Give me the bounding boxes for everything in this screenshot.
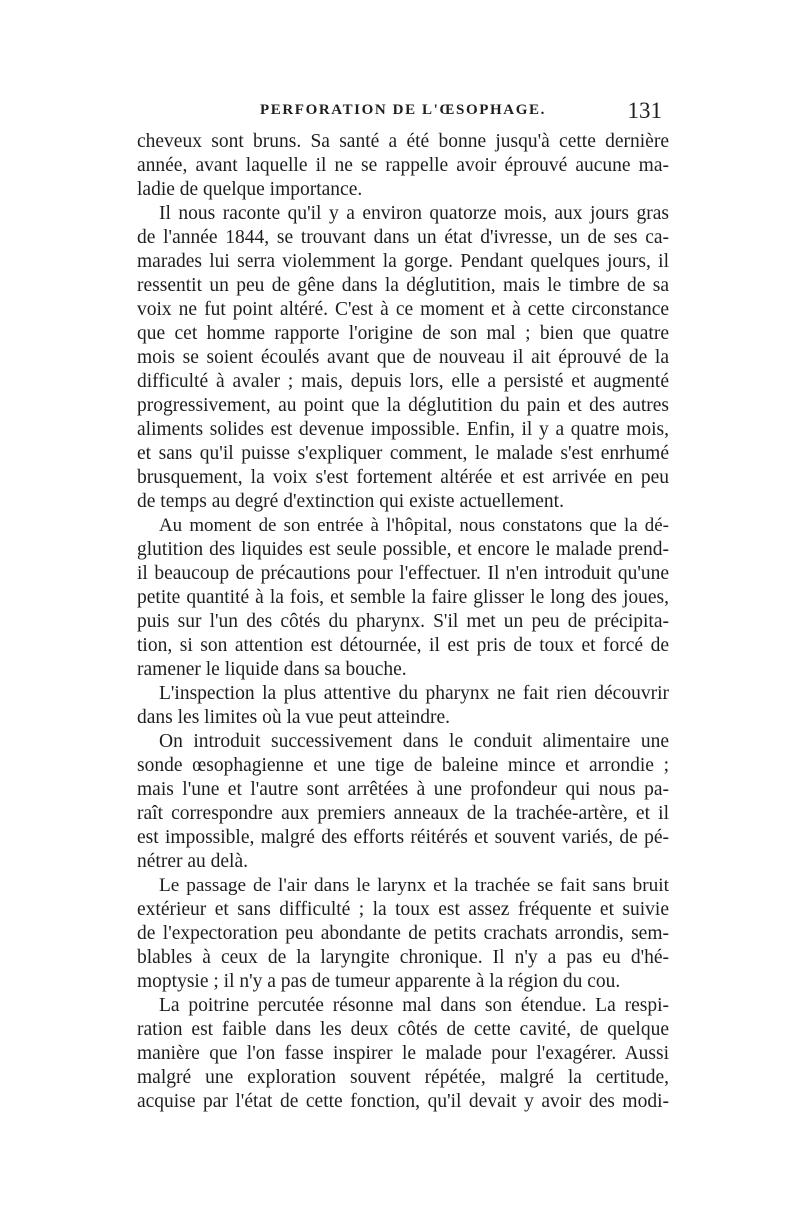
running-title: PERFORATION DE L'ŒSOPHAGE. <box>260 102 546 118</box>
page-number: 131 <box>627 98 662 123</box>
text-line: La poitrine percutée résonne mal dans son étendue. La respi- <box>159 995 669 1016</box>
running-head <box>138 98 670 128</box>
text-line: de temps au degré d'extinction qui existe actuellement. <box>137 491 564 512</box>
text-line: ration est faible dans les deux côtés de cette cavité, de quelque <box>137 1019 669 1040</box>
text-line: de l'année 1844, se trouvant dans un état d'ivresse, un de ses ca- <box>137 227 669 248</box>
body-text <box>137 130 669 1114</box>
text-line: mais l'une et l'autre sont arrêtées à une profondeur qui nous pa- <box>137 779 669 800</box>
text-line: de l'expectoration peu abondante de petits crachats arrondis, sem- <box>137 923 669 944</box>
text-line: L'inspection la plus attentive du pharynx ne fait rien découvrir <box>159 683 669 704</box>
text-line: acquise par l'état de cette fonction, qu'il devait y avoir des modi- <box>137 1091 669 1112</box>
text-line: année, avant laquelle il ne se rappelle avoir éprouvé aucune ma- <box>137 155 669 176</box>
text-line: manière que l'on fasse inspirer le malade pour l'exagérer. Aussi <box>137 1043 669 1064</box>
text-line: progressivement, au point que la déglutition du pain et des autres <box>137 395 669 416</box>
text-line: marades lui serra violemment la gorge. Pendant quelques jours, il <box>137 251 669 272</box>
text-line: Il nous raconte qu'il y a environ quatorze mois, aux jours gras <box>159 203 669 224</box>
text-line: extérieur et sans difficulté ; la toux est assez fréquente et suivie <box>137 899 669 920</box>
text-line: ramener le liquide dans sa bouche. <box>137 659 407 680</box>
text-line: Au moment de son entrée à l'hôpital, nous constatons que la dé- <box>159 515 669 536</box>
text-line: dans les limites où la vue peut atteindre. <box>137 707 450 728</box>
text-line: il beaucoup de précautions pour l'effectuer. Il n'en introduit qu'une <box>137 563 669 584</box>
text-line: mois se soient écoulés avant que de nouveau il ait éprouvé de la <box>137 347 669 368</box>
text-line: sonde œsophagienne et une tige de baleine mince et arrondie ; <box>137 755 669 776</box>
text-line: et sans qu'il puisse s'expliquer comment, le malade s'est enrhumé <box>137 443 669 464</box>
text-line: glutition des liquides est seule possible, et encore le malade prend- <box>137 539 669 560</box>
text-line: ressentit un peu de gêne dans la déglutition, mais le timbre de sa <box>137 275 669 296</box>
text-line: aliments solides est devenue impossible. Enfin, il y a quatre mois, <box>137 419 669 440</box>
text-line: blables à ceux de la laryngite chronique. Il n'y a pas eu d'hé- <box>137 947 669 968</box>
text-line: ladie de quelque importance. <box>137 179 363 200</box>
text-line: malgré une exploration souvent répétée, malgré la certitude, <box>137 1067 669 1088</box>
text-line: difficulté à avaler ; mais, depuis lors, elle a persisté et augmenté <box>137 371 669 392</box>
text-line: cheveux sont bruns. Sa santé a été bonne jusqu'à cette dernière <box>137 131 669 152</box>
text-line: Le passage de l'air dans le larynx et la trachée se fait sans bruit <box>159 875 669 896</box>
text-line: que cet homme rapporte l'origine de son mal ; bien que quatre <box>137 323 669 344</box>
text-line: moptysie ; il n'y a pas de tumeur apparente à la région du cou. <box>137 971 621 992</box>
text-line: raît correspondre aux premiers anneaux de la trachée-artère, et il <box>137 803 669 824</box>
text-line: On introduit successivement dans le conduit alimentaire une <box>159 731 669 752</box>
text-line: est impossible, malgré des efforts réitérés et souvent variés, de pé- <box>137 827 669 848</box>
text-line: puis sur l'un des côtés du pharynx. S'il met un peu de précipita- <box>137 611 669 632</box>
text-line: voix ne fut point altéré. C'est à ce moment et à cette circonstance <box>137 299 669 320</box>
text-line: tion, si son attention est détournée, il est pris de toux et forcé de <box>137 635 669 656</box>
text-line: petite quantité à la fois, et semble la faire glisser le long des joues, <box>137 587 669 608</box>
text-line: brusquement, la voix s'est fortement altérée et est arrivée en peu <box>137 467 669 488</box>
text-line: nétrer au delà. <box>137 851 248 872</box>
